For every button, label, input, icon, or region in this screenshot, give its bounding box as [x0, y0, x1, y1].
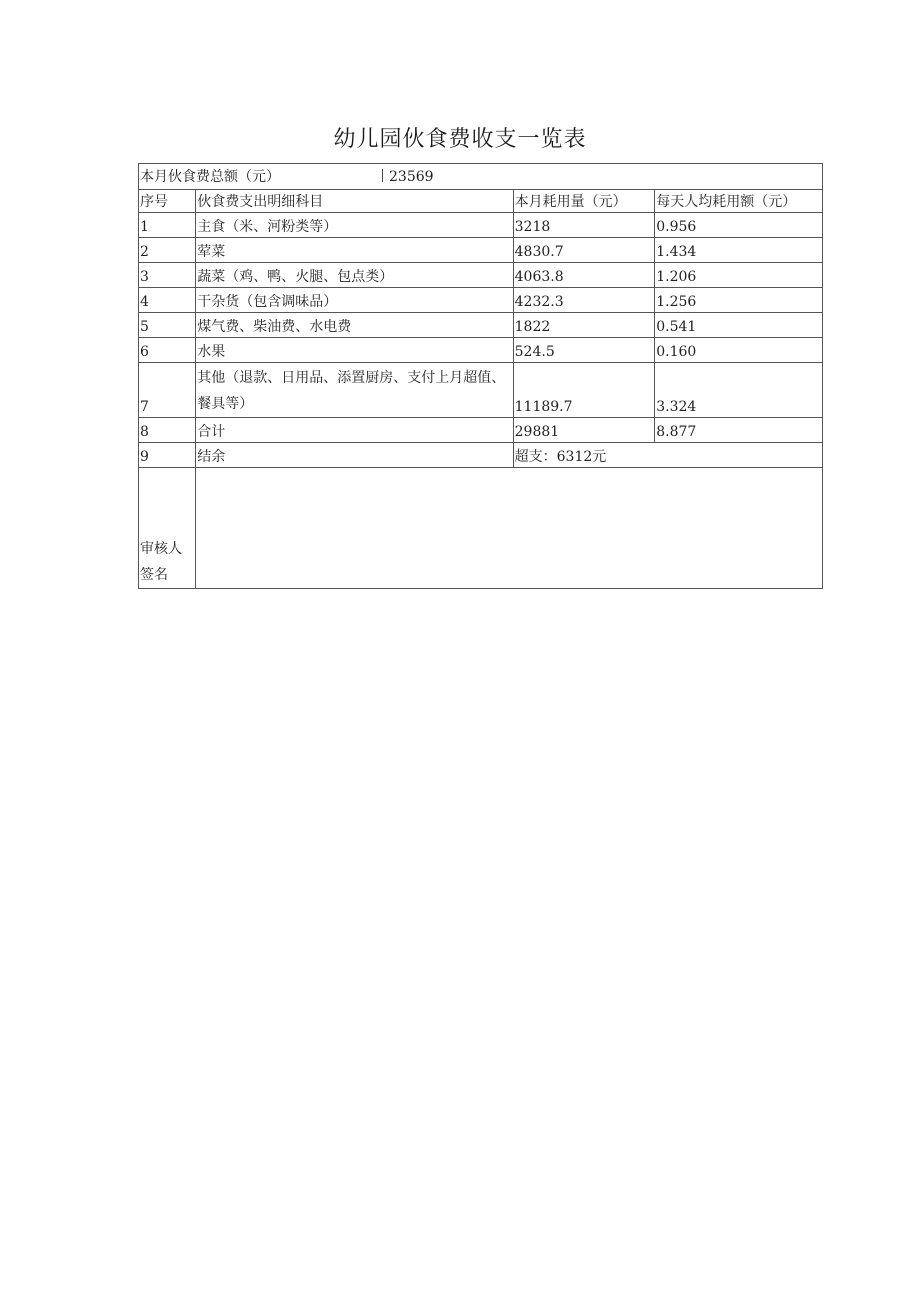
row-item: 其他（退款、日用品、添置厨房、支付上月超值、餐具等）: [197, 370, 506, 412]
table-row: [139, 213, 823, 238]
row-no: 3: [139, 263, 196, 288]
row-no: 6: [139, 338, 196, 363]
table-row: [139, 238, 823, 263]
row-no: 7: [139, 363, 196, 418]
header-item: 伙食费支出明细科目: [196, 190, 513, 213]
table-row: [139, 288, 823, 313]
table-header-row: [139, 190, 823, 213]
row-per-capita: 1.434: [655, 238, 823, 263]
balance-label: 结余: [196, 443, 513, 468]
row-per-capita: 1.206: [655, 263, 823, 288]
row-no: 2: [139, 238, 196, 263]
table-row: [139, 363, 823, 418]
signature-row: [139, 468, 823, 589]
row-amount: 524.5: [513, 338, 655, 363]
row-per-capita: 0.956: [655, 213, 823, 238]
total-income-value-wrap: [382, 168, 434, 187]
row-amount: 1822: [513, 313, 655, 338]
header-per-capita: 每天人均耗用额（元）: [655, 190, 823, 213]
row-item-cell: [196, 363, 513, 418]
row-per-capita: 3.324: [655, 363, 823, 418]
balance-row: [139, 443, 823, 468]
row-amount: 4830.7: [513, 238, 655, 263]
table-row-total: [139, 418, 823, 443]
row-per-capita: 0.541: [655, 313, 823, 338]
total-income-cell: [139, 164, 823, 190]
row-item: 煤气费、柴油费、水电费: [196, 313, 513, 338]
balance-value: 超支：6312元: [513, 443, 822, 468]
row-per-capita: 8.877: [655, 418, 823, 443]
text-cursor-mark: [382, 169, 383, 182]
signature-label: 审核人签名: [140, 541, 182, 583]
row-per-capita: 0.160: [655, 338, 823, 363]
row-item: 荤菜: [196, 238, 513, 263]
row-amount: 3218: [513, 213, 655, 238]
balance-no: 9: [139, 443, 196, 468]
row-per-capita: 1.256: [655, 288, 823, 313]
page-title: 幼儿园伙食费收支一览表: [333, 127, 587, 152]
row-item: 主食（米、河粉类等）: [196, 213, 513, 238]
total-income-label: 本月伙食费总额（元）: [140, 169, 280, 185]
row-no: 1: [139, 213, 196, 238]
row-item: 合计: [196, 418, 513, 443]
signature-field[interactable]: [196, 468, 823, 589]
total-income-value: 23569: [389, 169, 434, 185]
signature-label-cell: [139, 468, 196, 589]
header-no: 序号: [139, 190, 196, 213]
header-amount: 本月耗用量（元）: [513, 190, 655, 213]
row-no: 8: [139, 418, 196, 443]
row-item: 干杂货（包含调味品）: [196, 288, 513, 313]
row-amount: 4063.8: [513, 263, 655, 288]
row-amount: 11189.7: [513, 363, 655, 418]
table-row: [139, 263, 823, 288]
row-no: 5: [139, 313, 196, 338]
row-amount: 4232.3: [513, 288, 655, 313]
table-row: [139, 313, 823, 338]
row-no: 4: [139, 288, 196, 313]
expense-table: [138, 163, 823, 589]
row-item: 水果: [196, 338, 513, 363]
table-row: [139, 338, 823, 363]
row-item: 蔬菜（鸡、鸭、火腿、包点类）: [196, 263, 513, 288]
total-income-row: [139, 164, 823, 190]
row-amount: 29881: [513, 418, 655, 443]
